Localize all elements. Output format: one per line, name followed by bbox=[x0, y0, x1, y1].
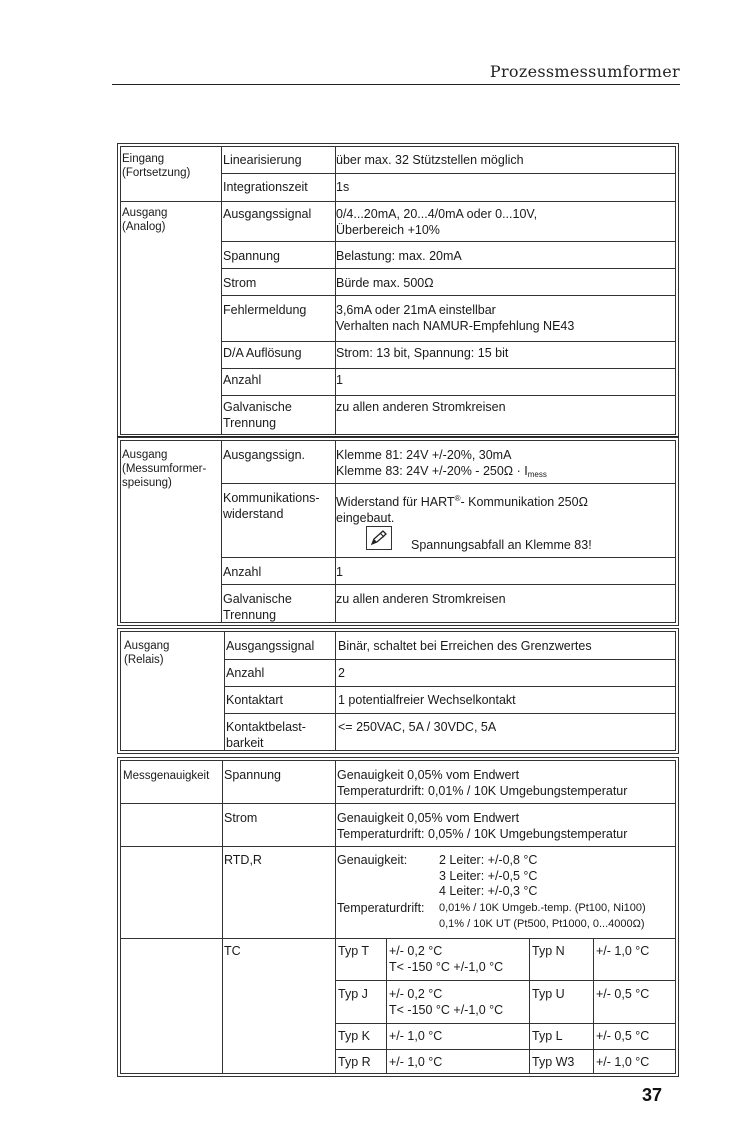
value-anzahl: 2 bbox=[338, 666, 345, 680]
param-galvanische-trennung: Galvanische Trennung bbox=[223, 592, 292, 622]
tc-type: Typ L bbox=[532, 1029, 563, 1043]
value-kontaktbelastbarkeit: <= 250VAC, 5A / 30VDC, 5A bbox=[338, 720, 497, 734]
value-ausgangssign: Klemme 81: 24V +/-20%, 30mA Klemme 83: $24V +/-20\% - 250\Omega \cdot I_{mess}$ bbox=[336, 448, 547, 479]
param-anzahl: Anzahl bbox=[223, 373, 262, 387]
block-input-analog-output bbox=[117, 143, 679, 438]
param-fehlermeldung: Fehlermeldung bbox=[223, 303, 307, 317]
tc-accuracy: +/- 1,0 °C bbox=[389, 1029, 443, 1043]
column-divider bbox=[221, 147, 222, 434]
row-divider bbox=[221, 584, 675, 585]
param-strom: Strom bbox=[224, 811, 258, 825]
value-linearisierung: über max. 32 Stützstellen möglich bbox=[336, 153, 524, 167]
block-inner-frame bbox=[120, 631, 676, 751]
param-spannung: Spannung bbox=[224, 768, 282, 782]
row-divider bbox=[221, 368, 675, 369]
tc-accuracy: +/- 1,0 °C bbox=[389, 1055, 443, 1069]
column-divider bbox=[221, 441, 222, 622]
tc-accuracy: +/- 1,0 °C bbox=[596, 1055, 650, 1069]
param-da-aufloesung: D/A Auflösung bbox=[223, 346, 302, 360]
param-kommunikationswiderstand: Kommunikations- widerstand bbox=[223, 491, 320, 521]
value-kommunikationswiderstand: Widerstand für HART®- Kommunikation 250Ω eingebaut. bbox=[336, 494, 588, 525]
section-label-ausgang-speisung: Ausgang (Messumformer- speisung) bbox=[122, 449, 207, 489]
param-strom: Strom bbox=[223, 276, 257, 290]
tc-accuracy: +/- 0,2 °C T< -150 °C +/-1,0 °C bbox=[389, 987, 504, 1017]
param-integrationszeit: Integrationszeit bbox=[223, 180, 308, 194]
row-divider bbox=[224, 659, 675, 660]
rtd-leiter-values: 2 Leiter: +/-0,8 °C 3 Leiter: +/-0,5 °C 4 Leiter: +/-0,3 °C bbox=[439, 853, 538, 898]
tc-column-divider bbox=[593, 938, 594, 1073]
row-divider bbox=[221, 241, 675, 242]
tc-accuracy: +/- 1,0 °C bbox=[596, 944, 650, 958]
note-pencil-icon bbox=[366, 526, 392, 550]
section-label-eingang: Eingang (Fortsetzung) bbox=[122, 153, 191, 179]
param-linearisierung: Linearisierung bbox=[223, 153, 302, 167]
value-integrationszeit: 1s bbox=[336, 180, 350, 194]
section-divider bbox=[121, 201, 675, 202]
param-spannung: Spannung bbox=[223, 249, 281, 263]
value-anzahl: 1 bbox=[336, 565, 343, 579]
rtd-drift-values: 0,01% / 10K Umgeb.-temp. (Pt100, Ni100) 0,1% / 10K UT (Pt500, Pt1000, 0...4000Ω) bbox=[439, 902, 646, 930]
value-galvanische-trennung: zu allen anderen Stromkreisen bbox=[336, 592, 506, 606]
block-inner-frame bbox=[120, 440, 676, 623]
section-label-ausgang-relais: Ausgang (Relais) bbox=[124, 640, 170, 666]
row-divider bbox=[221, 395, 675, 396]
column-divider bbox=[224, 632, 225, 750]
value-galvanische-trennung: zu allen anderen Stromkreisen bbox=[336, 400, 506, 414]
row-divider bbox=[221, 557, 675, 558]
param-rtd-r: RTD,R bbox=[224, 853, 262, 867]
row-divider bbox=[121, 846, 675, 847]
row-divider bbox=[224, 686, 675, 687]
value-spannung: Belastung: max. 20mA bbox=[336, 249, 462, 263]
param-ausgangssignal: Ausgangssignal bbox=[223, 207, 312, 221]
tc-type: Typ W3 bbox=[532, 1055, 575, 1069]
block-transmitter-supply bbox=[117, 437, 679, 626]
block-accuracy bbox=[117, 757, 679, 1077]
value-fehlermeldung: 3,6mA oder 21mA einstellbar Verhalten nach NAMUR-Empfehlung NE43 bbox=[336, 303, 575, 333]
note-text: Spannungsabfall an Klemme 83! bbox=[411, 538, 592, 552]
page-header-title: Prozessmessumformer bbox=[489, 62, 680, 81]
row-divider bbox=[224, 713, 675, 714]
tc-type: Typ J bbox=[338, 987, 368, 1001]
tc-type: Typ R bbox=[338, 1055, 371, 1069]
tc-column-divider bbox=[529, 938, 530, 1073]
row-divider bbox=[221, 483, 675, 484]
block-inner-frame bbox=[120, 760, 676, 1074]
section-label-messgenauigkeit: Messgenauigkeit bbox=[123, 770, 210, 782]
row-divider bbox=[221, 268, 675, 269]
param-kontaktart: Kontaktart bbox=[226, 693, 283, 707]
row-divider bbox=[121, 938, 675, 939]
header-rule bbox=[112, 84, 680, 85]
param-anzahl: Anzahl bbox=[223, 565, 262, 579]
param-anzahl: Anzahl bbox=[226, 666, 265, 680]
value-anzahl: 1 bbox=[336, 373, 343, 387]
value-ausgangssignal: Binär, schaltet bei Erreichen des Grenzwertes bbox=[338, 639, 592, 653]
value-ausgangssignal: 0/4...20mA, 20...4/0mA oder 0...10V, Überbereich +10% bbox=[336, 207, 538, 237]
param-kontaktbelastbarkeit: Kontaktbelast- barkeit bbox=[226, 720, 306, 750]
row-divider bbox=[221, 295, 675, 296]
rtd-drift-label: Temperaturdrift: bbox=[337, 901, 425, 915]
param-ausgangssignal: Ausgangssignal bbox=[226, 639, 315, 653]
column-divider bbox=[222, 761, 223, 1073]
value-kontaktart: 1 potentialfreier Wechselkontakt bbox=[338, 693, 516, 707]
value-da-aufloesung: Strom: 13 bit, Spannung: 15 bit bbox=[336, 346, 509, 360]
value-strom: Bürde max. 500Ω bbox=[336, 276, 434, 290]
tc-type: Typ T bbox=[338, 944, 370, 958]
block-inner-frame bbox=[120, 146, 676, 435]
block-relay-output bbox=[117, 628, 679, 754]
value-strom: Genauigkeit 0,05% vom Endwert Temperaturdrift: 0,05% / 10K Umgebungstemperatur bbox=[337, 811, 628, 841]
tc-accuracy: +/- 0,2 °C T< -150 °C +/-1,0 °C bbox=[389, 944, 504, 974]
param-ausgangssign: Ausgangssign. bbox=[223, 448, 306, 462]
param-galvanische-trennung: Galvanische Trennung bbox=[223, 400, 292, 430]
row-divider bbox=[221, 173, 675, 174]
value-spannung: Genauigkeit 0,05% vom Endwert Temperaturdrift: 0,01% / 10K Umgebungstemperatur bbox=[337, 768, 628, 798]
column-divider bbox=[335, 761, 336, 1073]
tc-type: Typ U bbox=[532, 987, 565, 1001]
rtd-genauigkeit-label: Genauigkeit: bbox=[337, 853, 408, 867]
tc-column-divider bbox=[386, 938, 387, 1073]
column-divider bbox=[335, 632, 336, 750]
tc-type: Typ N bbox=[532, 944, 565, 958]
row-divider bbox=[221, 341, 675, 342]
tc-accuracy: +/- 0,5 °C bbox=[596, 1029, 650, 1043]
tc-accuracy: +/- 0,5 °C bbox=[596, 987, 650, 1001]
row-divider bbox=[121, 803, 675, 804]
param-tc: TC bbox=[224, 944, 241, 958]
page-number: 37 bbox=[641, 1085, 662, 1105]
section-label-ausgang-analog: Ausgang (Analog) bbox=[122, 207, 168, 233]
tc-type: Typ K bbox=[338, 1029, 370, 1043]
